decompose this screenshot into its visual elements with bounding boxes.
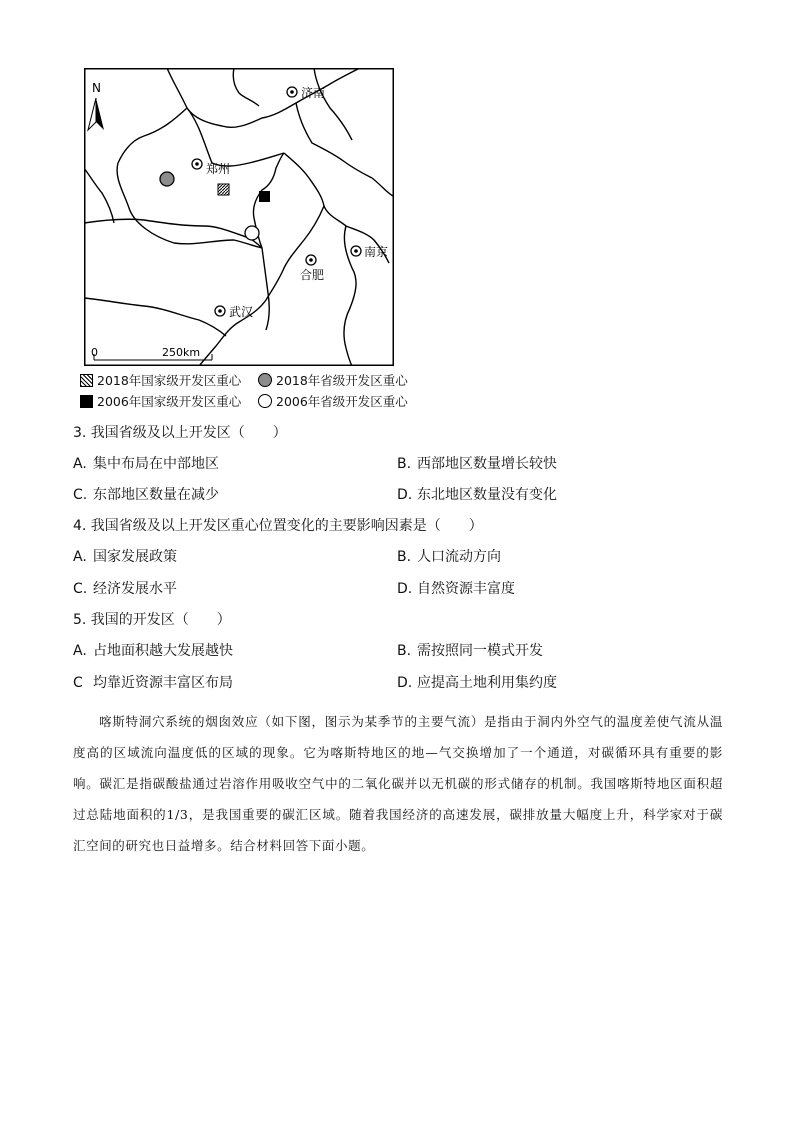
option-text: 东北地区数量没有变化: [417, 487, 557, 503]
option-letter: A.: [73, 549, 87, 565]
marker-2018-national: [218, 184, 229, 195]
marker-2006-national: [259, 191, 270, 202]
question-5-option-d[interactable]: [397, 672, 557, 692]
black-square-icon: [80, 395, 93, 408]
question-4-option-a[interactable]: [73, 546, 177, 566]
option-text: 经济发展水平: [93, 581, 177, 597]
question-4-stem: 4. 我国省级及以上开发区重心位置变化的主要影响因素是（ ）: [73, 518, 483, 534]
reading-passage: 喀斯特洞穴系统的烟囱效应（如下图，图示为某季节的主要气流）是指由于洞内外空气的温度差使气流从温度高的区域流向温度低的区域的现象。它为喀斯特地区的地—气交换增加了一个通道，对碳循环具有重要的影响。碳汇是指碳酸盐通过岩溶作用吸收空气中的二氧化碳并以无机碳的形式储存的机制。我国喀斯特地区面积超过总陆地面积的1/3，是我国重要的碳汇区域。随着我国经济的高速发展，碳排放量大幅度上升，科学家对于碳汇空间的研究也日益增多。结合材料回答下面小题。: [73, 714, 723, 853]
option-letter: D.: [397, 675, 413, 691]
question-5-option-b[interactable]: [397, 640, 543, 660]
option-letter: A.: [73, 643, 87, 659]
question-3-option-d[interactable]: [397, 484, 557, 504]
legend-label: 2006年省级开发区重心: [276, 394, 408, 409]
scale-distance: 250km: [162, 346, 201, 359]
option-letter: C: [73, 675, 83, 691]
legend-item-2006-provincial: [258, 392, 408, 410]
north-label: N: [92, 81, 101, 95]
scale-zero: 0: [91, 346, 98, 359]
city-label-zhengzhou: 郑州: [206, 162, 231, 176]
question-5-option-c[interactable]: [73, 672, 233, 692]
option-text: 集中布局在中部地区: [93, 456, 219, 472]
map-frame: [85, 69, 394, 366]
option-text: 均靠近资源丰富区布局: [93, 675, 233, 691]
legend-item-2006-national: [80, 392, 241, 410]
city-label-hefei: 合肥: [300, 268, 325, 282]
option-text: 人口流动方向: [417, 549, 501, 565]
question-3-option-c[interactable]: [73, 484, 219, 504]
option-text: 自然资源丰富度: [417, 581, 515, 597]
legend-item-2018-national: [80, 371, 241, 389]
option-text: 东部地区数量在减少: [93, 487, 219, 503]
map-figure: [84, 68, 394, 366]
option-letter: B.: [397, 643, 412, 659]
option-letter: B.: [397, 549, 412, 565]
question-4-option-d[interactable]: [397, 578, 515, 598]
option-text: 西部地区数量增长较快: [417, 456, 557, 472]
option-text: 国家发展政策: [93, 549, 177, 565]
question-3-stem: 3. 我国省级及以上开发区（ ）: [73, 425, 287, 441]
white-circle-icon: [258, 394, 272, 408]
option-letter: C.: [73, 581, 88, 597]
question-4-option-b[interactable]: [397, 546, 501, 566]
city-label-nanjing: 南京: [364, 245, 389, 259]
option-letter: C.: [73, 487, 88, 503]
question-5-option-a[interactable]: [73, 640, 233, 660]
option-text: 应提高土地利用集约度: [417, 675, 557, 691]
option-letter: D.: [397, 581, 413, 597]
hatched-square-icon: [80, 374, 93, 387]
city-label-jinan: 济南: [301, 86, 326, 100]
gray-circle-icon: [258, 373, 272, 387]
question-3-option-b[interactable]: [397, 453, 557, 473]
option-letter: D.: [397, 487, 413, 503]
question-3-option-a[interactable]: [73, 453, 219, 473]
city-label-wuhan: 武汉: [229, 305, 254, 319]
legend-item-2018-provincial: [258, 371, 408, 389]
option-text: 占地面积越大发展越快: [93, 643, 233, 659]
option-letter: A.: [73, 456, 87, 472]
option-letter: B.: [397, 456, 412, 472]
question-4-option-c[interactable]: [73, 578, 177, 598]
legend-label: 2018年国家级开发区重心: [97, 373, 242, 388]
marker-2018-provincial: [160, 172, 174, 186]
map-svg: [84, 68, 394, 366]
marker-2006-provincial: [245, 226, 259, 240]
legend-label: 2018年省级开发区重心: [276, 373, 408, 388]
legend-label: 2006年国家级开发区重心: [97, 394, 242, 409]
question-5-stem: 5. 我国的开发区（ ）: [73, 612, 231, 628]
option-text: 需按照同一模式开发: [417, 643, 543, 659]
